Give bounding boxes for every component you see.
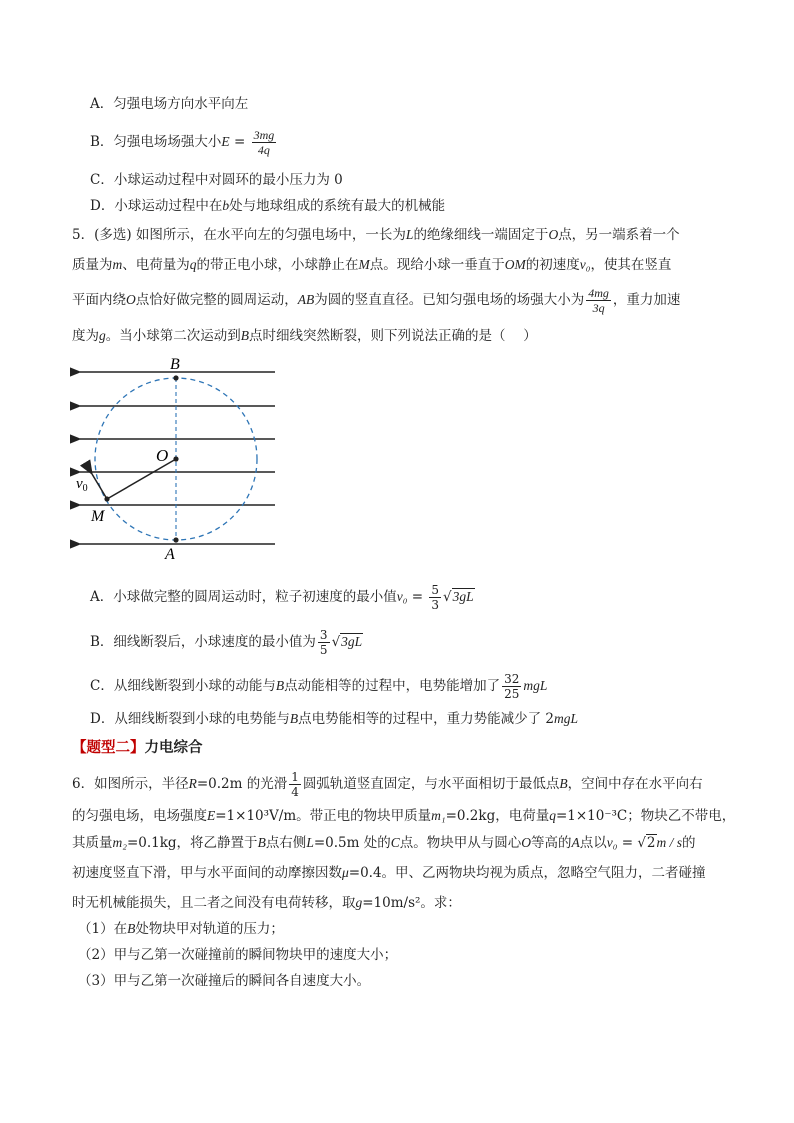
- bracket-close: 】: [130, 739, 145, 756]
- var-v0: v₀: [579, 257, 591, 272]
- fraction-32-25: [502, 672, 521, 701]
- option-d-text-a: D．小球运动过程中在: [90, 198, 223, 214]
- equals: =: [617, 835, 638, 851]
- label-v-sub: 0: [82, 483, 88, 494]
- t: 等高的: [530, 835, 572, 851]
- t: 平面内绕: [72, 292, 126, 308]
- q6-line-1: [72, 770, 703, 799]
- var-m1: m₁: [431, 808, 446, 823]
- t: （1）在: [78, 921, 128, 937]
- t: =0.4。甲、乙两物块均视为质点，忽略空气阻力，二者碰撞: [348, 865, 706, 881]
- var-o: O: [126, 292, 136, 307]
- q5-option-d: [90, 709, 578, 729]
- option-b-text: B．匀强电场场强大小: [90, 134, 222, 150]
- t: 度为: [72, 328, 99, 344]
- velocity-arrow: [92, 474, 107, 499]
- section-name: 力电综合: [144, 739, 203, 756]
- t: 圆弧轨道竖直固定，与水平面相切于最低点: [302, 776, 560, 792]
- var-ab: AB: [297, 292, 315, 307]
- point-b: [173, 375, 178, 380]
- equals: =: [407, 589, 428, 605]
- t: 为圆的竖直直径。已知匀强电场的场强大小为: [314, 292, 585, 308]
- t: 处物块甲对轨道的压力；: [135, 921, 284, 937]
- label-o: O: [156, 446, 169, 465]
- t: =0.1kg，将乙静置于: [126, 835, 258, 851]
- sqrt-radicand: 2: [646, 835, 656, 851]
- frac-num: 3: [319, 628, 328, 642]
- var-b-point: B: [289, 711, 299, 726]
- var-r: R: [188, 776, 197, 791]
- q6-sub-3: （3）甲与乙第一次碰撞后的瞬间各自速度大小。: [78, 973, 371, 989]
- t: 的绝缘细线一端固定于: [413, 227, 549, 243]
- var-b-point: B: [257, 835, 266, 850]
- var-m2: m₂: [112, 835, 127, 850]
- var-v0: v₀: [606, 835, 618, 850]
- option-b-prev: [90, 128, 278, 157]
- frac-den: 4: [291, 785, 299, 799]
- q5-option-b: [90, 628, 363, 657]
- var-e: E: [221, 134, 230, 149]
- sqrt-sign: √: [442, 589, 452, 605]
- var-m-point: M: [358, 257, 370, 272]
- var-b: b: [222, 198, 230, 213]
- q6-line-3: [72, 833, 696, 853]
- frac-num: 5: [431, 583, 439, 597]
- var-a: A: [571, 835, 580, 850]
- t: 其质量: [72, 835, 113, 851]
- t: 点恰好做完整的圆周运动，: [135, 292, 298, 308]
- t: D．从细线断裂到小球的电势能与: [90, 711, 290, 727]
- frac-den: 5: [319, 643, 328, 657]
- q5-line-1: [72, 225, 680, 245]
- t: 初速度竖直下滑，甲与水平面间的动摩擦因数: [72, 865, 342, 881]
- q6-line-5: [72, 893, 461, 913]
- var-e: E: [207, 808, 216, 823]
- equals: =: [229, 134, 250, 150]
- t: =10m/s²。求：: [362, 895, 461, 911]
- sqrt-radicand: 3gL: [452, 589, 474, 604]
- var-c: C: [390, 835, 400, 850]
- var-mgl: mgL: [553, 711, 578, 726]
- q6-line-2: [72, 806, 735, 826]
- var-g: g: [355, 895, 363, 910]
- sqrt-sign: √: [637, 835, 646, 851]
- var-o: O: [548, 227, 559, 242]
- t: 点右侧: [265, 835, 307, 851]
- label-b: B: [170, 356, 180, 373]
- q5-option-c: [90, 672, 547, 701]
- fraction-3mg-4q: [252, 128, 277, 157]
- t: C．从细线断裂到小球的动能与: [90, 678, 276, 694]
- fraction-4mg-3q: [586, 286, 611, 315]
- var-o: O: [521, 835, 531, 850]
- fraction-3-5: [318, 628, 330, 657]
- t: 时无机械能损失，且二者之间没有电荷转移，取: [72, 895, 356, 911]
- var-m: m: [112, 257, 123, 272]
- var-g: g: [99, 328, 106, 343]
- t: =0.2kg，电荷量: [445, 808, 550, 824]
- label-v: v: [76, 476, 83, 492]
- point-m: [104, 496, 109, 501]
- label-v0: [76, 476, 88, 494]
- var-q: q: [549, 808, 556, 823]
- t: 点以: [579, 835, 607, 851]
- q5-line-2: [72, 255, 671, 275]
- sqrt-sign: √: [331, 634, 341, 650]
- t: ，使其在竖直: [590, 257, 672, 273]
- var-l: L: [405, 227, 414, 242]
- electric-field-figure: [70, 352, 280, 567]
- t: 点电势能相等的过程中，重力势能减少了 2: [298, 711, 554, 727]
- t: =1×10³V/m。带正电的物块甲质量: [215, 808, 432, 824]
- var-b-point: B: [127, 921, 136, 936]
- t: 5．(多选) 如图所示，在水平向左的匀强电场中，一长为: [72, 227, 406, 243]
- frac-num: 32: [504, 672, 520, 686]
- q6-sub-1: [78, 919, 284, 939]
- frac-den: 3q: [592, 301, 605, 315]
- section-title: 题型二: [86, 739, 130, 756]
- t: 点。物块甲从与圆心: [399, 835, 522, 851]
- t: 的带正电小球，小球静止在: [196, 257, 359, 273]
- t: B．细线断裂后，小球速度的最小值为: [90, 634, 316, 650]
- t: =0.5m 处的: [313, 835, 391, 851]
- q5-line-3: [72, 286, 680, 315]
- var-om: OM: [504, 257, 526, 272]
- t: =0.2m 的光滑: [196, 776, 288, 792]
- t: 点。现给小球一垂直于: [369, 257, 505, 273]
- section-heading: [72, 738, 203, 758]
- t: A．小球做完整的圆周运动时，粒子初速度的最小值: [90, 589, 397, 605]
- var-v0: v₀: [396, 589, 408, 604]
- t: 的: [682, 835, 696, 851]
- option-d-text-b: 处与地球组成的系统有最大的机械能: [229, 198, 446, 214]
- var-l: L: [306, 835, 314, 850]
- t: 、电荷量为: [122, 257, 190, 273]
- var-b-point: B: [559, 776, 568, 791]
- frac-den: 4q: [257, 143, 270, 157]
- point-o: [173, 456, 178, 461]
- t: 点时细线突然断裂，则下列说法正确的是（ ）: [249, 328, 537, 344]
- option-a-prev: A．匀强电场方向水平向左: [90, 96, 249, 112]
- fraction-1-4: [289, 770, 301, 799]
- q6-line-4: [72, 863, 706, 883]
- point-a: [173, 537, 178, 542]
- t: 点，另一端系着一个: [558, 227, 680, 243]
- t: ，空间中存在水平向右: [567, 776, 703, 792]
- label-m: M: [91, 508, 105, 525]
- var-mgl: mgL: [523, 678, 548, 693]
- t: 点动能相等的过程中，电势能增加了: [284, 678, 501, 694]
- frac-num: 4mg: [588, 286, 609, 300]
- thread-om: [107, 459, 176, 499]
- q5-line-4: [72, 326, 537, 346]
- q5-option-a: [90, 583, 475, 612]
- t: 6．如图所示，半径: [72, 776, 189, 792]
- t: 的匀强电场，电场强度: [72, 808, 207, 824]
- sqrt-radicand: 3gL: [341, 634, 363, 649]
- option-c-prev: C．小球运动过程中对圆环的最小压力为 0: [90, 172, 343, 188]
- t: 。当小球第二次运动到: [105, 328, 241, 344]
- frac-den: 3: [431, 598, 439, 612]
- var-b-point: B: [240, 328, 249, 343]
- label-a: A: [165, 546, 175, 563]
- var-b-point: B: [275, 678, 285, 693]
- frac-num: 1: [291, 770, 299, 784]
- t: 的初速度: [525, 257, 580, 273]
- fraction-5-3: [429, 583, 441, 612]
- var-mu: μ: [342, 865, 349, 880]
- t: 质量为: [72, 257, 113, 273]
- t: =1×10⁻³C；物块乙不带电，: [555, 808, 736, 824]
- var-q: q: [189, 257, 197, 272]
- unit-ms: m / s: [656, 835, 683, 850]
- q6-sub-2: （2）甲与乙第一次碰撞前的瞬间物块甲的速度大小；: [78, 947, 398, 963]
- option-d-prev: [90, 196, 445, 216]
- bracket-open: 【: [72, 739, 87, 756]
- t: ，重力加速: [612, 292, 681, 308]
- frac-num: 3mg: [253, 128, 275, 142]
- frac-den: 25: [504, 687, 520, 701]
